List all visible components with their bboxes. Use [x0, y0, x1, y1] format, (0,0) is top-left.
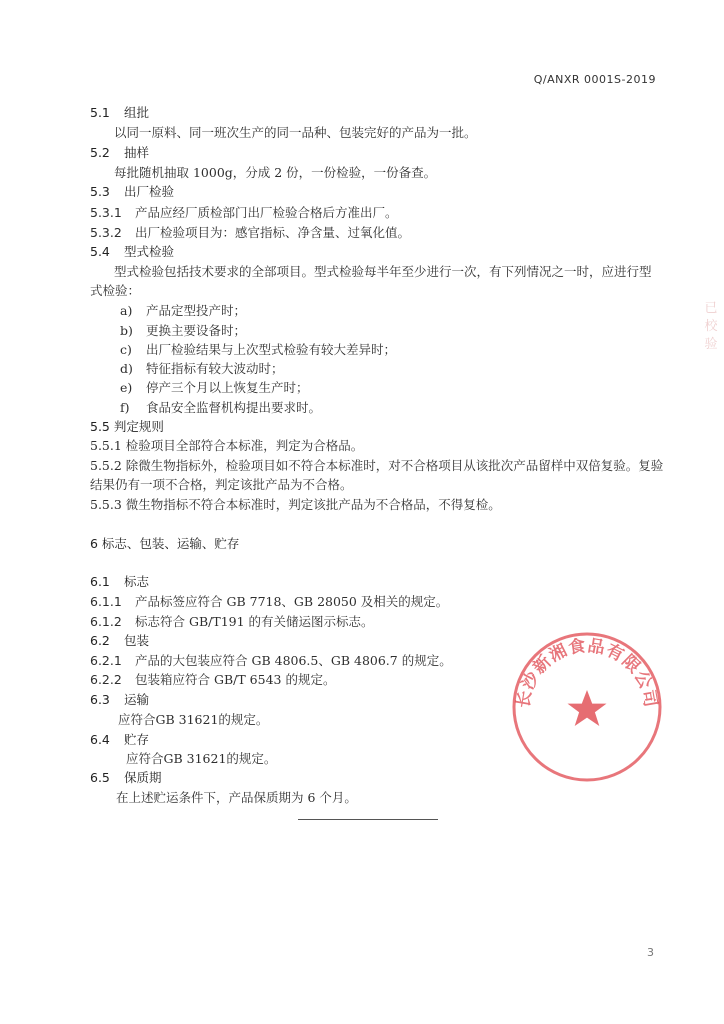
list-label: c)	[120, 342, 132, 357]
seal-text: 长沙新湘食品有限公司	[513, 636, 661, 710]
section-title: 组批	[124, 105, 150, 120]
document-code: Q/ANXR 0001S-2019	[533, 73, 656, 86]
section-number: 6.4	[90, 732, 110, 747]
clause-6-1-2	[90, 612, 374, 632]
clause-number: 5.3.2	[90, 225, 122, 240]
clause-6-2-1	[90, 651, 452, 671]
clause-text: 产品标签应符合 GB 7718、GB 28050 及相关的规定。	[135, 594, 449, 609]
list-item	[120, 301, 246, 321]
section-number: 6.3	[90, 692, 110, 707]
section-6-4-heading	[90, 730, 149, 750]
clause-5-5-1: 5.5.1 检验项目全部符合本标准，判定为合格品。	[90, 438, 364, 453]
section-5-2-body: 每批随机抽取 1000g，分成 2 份，一份检验，一份备查。	[114, 165, 437, 180]
clause-5-5-2: 5.5.2 除微生物指标外，检验项目如不符合本标准时，对不合格项目从该批次产品留样中双倍复验。复验	[90, 458, 664, 473]
section-number: 5.4	[90, 244, 110, 259]
clause-text: 标志符合 GB/T191 的有关储运图示标志。	[135, 614, 374, 629]
section-title: 贮存	[124, 732, 150, 747]
list-text: 出厂检验结果与上次型式检验有较大差异时；	[146, 342, 397, 357]
end-rule	[298, 819, 438, 820]
list-item	[120, 398, 321, 418]
clause-5-3-2	[90, 223, 410, 243]
list-text: 产品定型投产时；	[146, 303, 247, 318]
section-title: 出厂检验	[124, 184, 175, 199]
section-6-5-body: 在上述贮运条件下，产品保质期为 6 个月。	[116, 790, 357, 805]
section-number: 5.2	[90, 145, 110, 160]
list-text: 停产三个月以上恢复生产时；	[146, 380, 309, 395]
clause-5-3-1	[90, 203, 398, 223]
section-title: 保质期	[124, 770, 162, 785]
section-title: 抽样	[124, 145, 150, 160]
side-stamp-mark: 已校验	[704, 301, 718, 352]
page-number: 3	[647, 946, 654, 959]
section-title: 标志	[124, 574, 150, 589]
section-title: 运输	[124, 692, 150, 707]
list-label: f)	[120, 400, 130, 415]
section-number: 6.1	[90, 574, 110, 589]
clause-text: 出厂检验项目为：感官指标、净含量、过氧化值。	[135, 225, 411, 240]
clause-number: 6.2.2	[90, 672, 122, 687]
section-5-3-heading	[90, 182, 174, 202]
list-item	[120, 359, 284, 379]
section-6-3-heading	[90, 690, 149, 710]
list-item	[120, 378, 309, 398]
clause-6-2-2	[90, 670, 335, 690]
clause-5-5-3: 5.5.3 微生物指标不符合本标准时，判定该批产品为不合格品，不得复检。	[90, 497, 501, 512]
list-text: 食品安全监督机构提出要求时。	[146, 400, 322, 415]
section-5-1-body: 以同一原料、同一班次生产的同一品种、包装完好的产品为一批。	[114, 125, 477, 140]
section-number: 5.1	[90, 105, 110, 120]
section-6-4-body: 应符合GB 31621的规定。	[126, 751, 277, 766]
section-title: 型式检验	[124, 244, 175, 259]
section-6-3-body: 应符合GB 31621的规定。	[118, 712, 269, 727]
section-5-5-heading: 5.5 判定规则	[90, 419, 164, 434]
section-number: 5.3	[90, 184, 110, 199]
list-item	[120, 321, 246, 341]
section-title: 包装	[124, 633, 150, 648]
list-text: 更换主要设备时；	[146, 323, 247, 338]
clause-5-5-2-continued: 结果仍有一项不合格，判定该批产品为不合格。	[90, 477, 353, 492]
list-text: 特征指标有较大波动时；	[146, 361, 284, 376]
list-label: a)	[120, 303, 133, 318]
section-5-1-heading	[90, 103, 149, 123]
section-number: 6.2	[90, 633, 110, 648]
list-label: b)	[120, 323, 133, 338]
clause-text: 产品应经厂质检部门出厂检验合格后方准出厂。	[135, 205, 398, 220]
chapter-6-heading: 6 标志、包装、运输、贮存	[90, 536, 240, 551]
section-6-1-heading	[90, 572, 149, 592]
list-item	[120, 340, 396, 360]
section-6-5-heading	[90, 768, 162, 788]
clause-number: 6.2.1	[90, 653, 122, 668]
clause-number: 6.1.2	[90, 614, 122, 629]
company-seal	[508, 628, 666, 786]
section-5-4-heading	[90, 242, 174, 262]
seal-star-icon	[568, 690, 607, 726]
clause-6-1-1	[90, 592, 448, 612]
section-5-2-heading	[90, 143, 149, 163]
section-6-2-heading	[90, 631, 149, 651]
list-label: d)	[120, 361, 133, 376]
section-5-4-body-line-1: 型式检验包括技术要求的全部项目。型式检验每半年至少进行一次，有下列情况之一时，应进行型	[114, 264, 652, 279]
clause-number: 6.1.1	[90, 594, 122, 609]
clause-text: 包装箱应符合 GB/T 6543 的规定。	[135, 672, 336, 687]
clause-number: 5.3.1	[90, 205, 122, 220]
section-number: 6.5	[90, 770, 110, 785]
clause-text: 产品的大包装应符合 GB 4806.5、GB 4806.7 的规定。	[135, 653, 452, 668]
section-5-4-body-line-2: 式检验：	[90, 283, 141, 298]
list-label: e)	[120, 380, 133, 395]
